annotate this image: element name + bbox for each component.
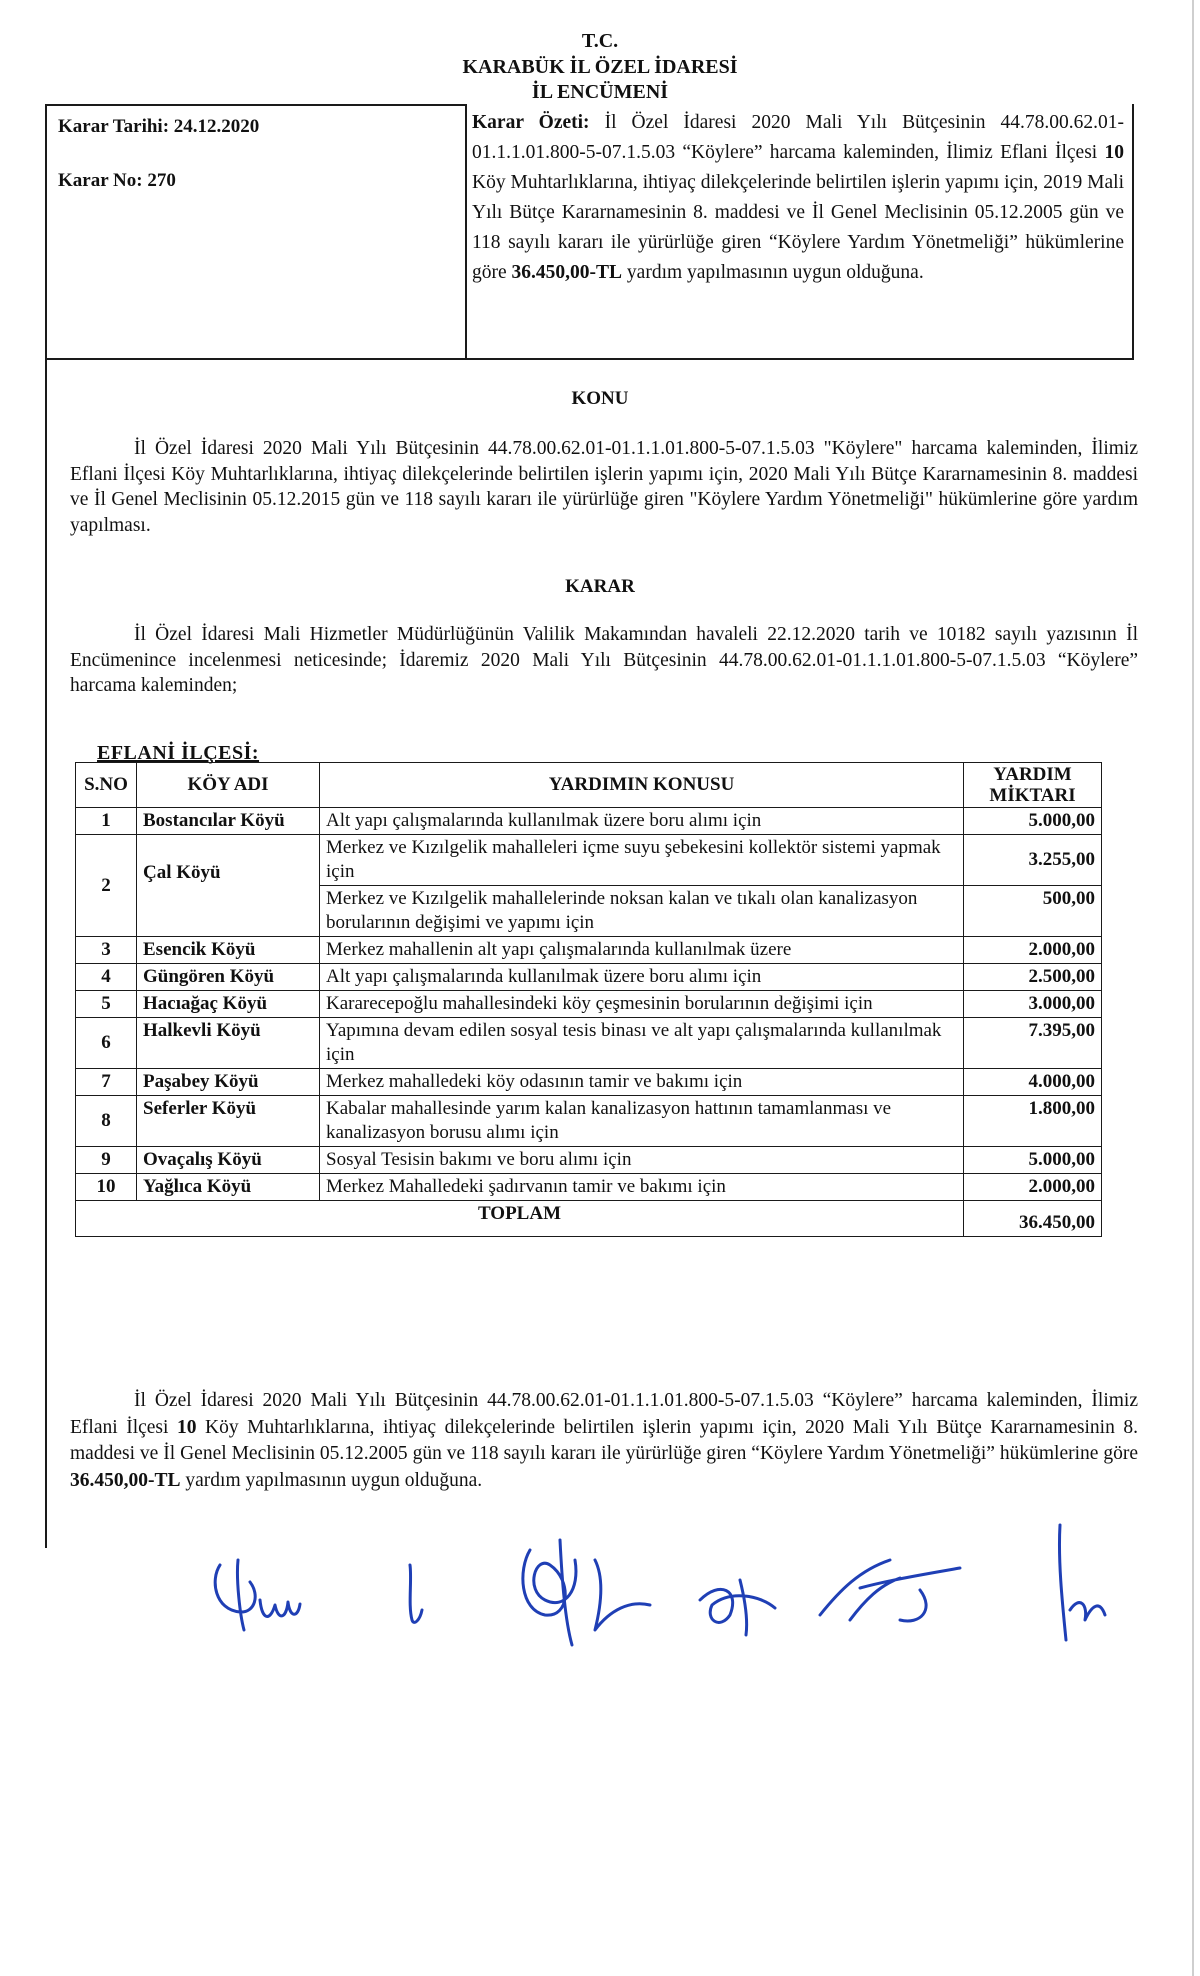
signatures-area <box>200 1520 1120 1650</box>
summary-text-2: Köy Muhtarlıklarına, ihtiyaç dilekçelerinde belirtilen işlerin yapımı için, 2019 Mali Yılı Bütçe Kararnamesinin 8. maddesi ve İl Genel Meclisinin 05.12.2005 gün ve 118 sayılı kararı ile yürürlüğe giren “Köylere Yardım Yönetmeliği” hükümlerine göre <box>472 172 1124 283</box>
closing-paragraph <box>70 1388 1138 1494</box>
signature-5 <box>820 1560 960 1621</box>
summary-count: 10 <box>1104 142 1124 163</box>
header-institution: KARABÜK İL ÖZEL İDARESİ <box>462 56 738 78</box>
row-subject: Merkez Mahalledeki şadırvanın tamir ve bakımı için <box>320 1174 964 1201</box>
row-village: Paşabey Köyü <box>137 1069 320 1096</box>
header-committee: İL ENCÜMENİ <box>531 81 669 103</box>
signature-2 <box>410 1565 422 1622</box>
closing-text-2: Köy Muhtarlıklarına, ihtiyaç dilekçelerinde belirtilen işlerin yapımı için, 2020 Mali Yılı Bütçe Kararnamesinin 8. maddesi ve İl Genel Meclisinin 05.12.2005 gün ve 118 sayılı kararı ile yürürlüğe giren “Köylere Yardım Yönetmeliği” hükümlerine göre <box>70 1416 1139 1464</box>
karar-title: KARAR <box>565 576 635 597</box>
col-amount-header: YARDIM MİKTARI <box>964 763 1102 808</box>
row-village: Güngören Köyü <box>137 964 320 991</box>
col-subject-header: YARDIMIN KONUSU <box>320 763 964 808</box>
table-row <box>76 991 1102 1018</box>
table-row <box>76 835 1102 886</box>
row-amount: 2.000,00 <box>964 1174 1102 1201</box>
page-left-rule <box>45 358 47 1548</box>
row-subject: Merkez mahalledeki köy odasının tamir ve bakımı için <box>320 1069 964 1096</box>
row-no: 1 <box>76 808 137 835</box>
closing-amount: 36.450,00-TL <box>70 1469 181 1491</box>
summary-label: Karar Özeti: <box>472 112 590 133</box>
row-village: Hacıağaç Köyü <box>137 991 320 1018</box>
row-village: Seferler Köyü <box>137 1096 320 1147</box>
row-amount: 2.500,00 <box>964 964 1102 991</box>
row-amount: 3.255,00 <box>964 835 1102 886</box>
summary-text-1: İl Özel İdaresi 2020 Mali Yılı Bütçesinin 44.78.00.62.01-01.1.1.01.800-5-07.1.5.03 “Köylere” harcama kaleminden, İlimiz Eflani İlçesi <box>472 112 1125 163</box>
signature-4 <box>700 1580 775 1635</box>
row-subject: Merkez ve Kızılgelik mahalleleri içme suyu şebekesini kollektör sistemi yapmak için <box>320 835 964 886</box>
row-subject: Sosyal Tesisin bakımı ve boru alımı için <box>320 1147 964 1174</box>
box-divider-rule <box>465 104 467 360</box>
table-row <box>76 1096 1102 1147</box>
row-amount: 2.000,00 <box>964 937 1102 964</box>
row-village: Ovaçalış Köyü <box>137 1147 320 1174</box>
row-village: Halkevli Köyü <box>137 1018 320 1069</box>
table-row <box>76 937 1102 964</box>
konu-title: KONU <box>571 388 629 409</box>
row-village: Bostancılar Köyü <box>137 808 320 835</box>
row-no: 6 <box>76 1018 137 1069</box>
row-no: 4 <box>76 964 137 991</box>
summary-amount: 36.450,00-TL <box>511 262 623 283</box>
row-no: 2 <box>76 835 137 937</box>
table-row <box>76 1018 1102 1069</box>
table-row <box>76 1069 1102 1096</box>
row-subject: Alt yapı çalışmalarında kullanılmak üzere boru alımı için <box>320 808 964 835</box>
signature-1 <box>215 1560 300 1630</box>
row-village: Yağlıca Köyü <box>137 1174 320 1201</box>
decision-date: Karar Tarihi: 24.12.2020 <box>58 116 260 137</box>
header-tc: T.C. <box>581 30 619 52</box>
district-heading: EFLANİ İLÇESİ: <box>97 742 260 764</box>
row-subject: Kabalar mahallesinde yarım kalan kanalizasyon hattının tamamlanması ve kanalizasyon borusu alımı için <box>320 1096 964 1147</box>
table-total-row <box>76 1201 1102 1237</box>
row-subject: Merkez ve Kızılgelik mahallelerinde noksan kalan ve tıkalı olan kanalizasyon borularının değişimi ve yapımı için <box>320 886 964 937</box>
row-no: 3 <box>76 937 137 964</box>
row-subject: Merkez mahallenin alt yapı çalışmalarında kullanılmak üzere <box>320 937 964 964</box>
row-no: 8 <box>76 1096 137 1147</box>
box-top-left-rule <box>45 104 465 106</box>
aid-table <box>75 762 1102 1237</box>
table-row <box>76 808 1102 835</box>
row-no: 10 <box>76 1174 137 1201</box>
signature-6 <box>1059 1525 1105 1640</box>
row-no: 7 <box>76 1069 137 1096</box>
row-no: 9 <box>76 1147 137 1174</box>
table-row <box>76 1174 1102 1201</box>
box-right-rule <box>1132 104 1134 360</box>
col-village-header: KÖY ADI <box>137 763 320 808</box>
row-amount: 3.000,00 <box>964 991 1102 1018</box>
row-village: Çal Köyü <box>137 835 320 937</box>
konu-text: İl Özel İdaresi 2020 Mali Yılı Bütçesinin 44.78.00.62.01-01.1.1.01.800-5-07.1.5.03 "Köylere" harcama kaleminden, İlimiz Eflani İlçesi Köy Muhtarlıklarına, ihtiyaç dilekçelerinde belirtilen işlerin yapımı için, 2020 Mali Yılı Bütçe Kararnamesinin 8. maddesi ve İl Genel Meclisinin 05.12.2015 gün ve 118 sayılı kararı ile yürürlüğe giren "Köylere Yardım Yönetmeliği" hükümlerine göre yardım yapılması. <box>70 438 1138 536</box>
row-amount: 4.000,00 <box>964 1069 1102 1096</box>
row-amount: 5.000,00 <box>964 1147 1102 1174</box>
box-bottom-rule <box>45 358 1134 360</box>
row-no: 5 <box>76 991 137 1018</box>
closing-text-3: yardım yapılmasının uygun olduğuna. <box>180 1469 483 1491</box>
box-left-rule <box>45 104 47 360</box>
closing-text-1: İl Özel İdaresi 2020 Mali Yılı Bütçesinin 44.78.00.62.01-01.1.1.01.800-5-07.1.5.03 “Köylere” harcama kaleminden, İlimiz Eflani İlçesi <box>70 1390 1138 1438</box>
karar-text: İl Özel İdaresi Mali Hizmetler Müdürlüğünün Valilik Makamından havaleli 22.12.2020 tarih ve 10182 sayılı yazısının İl Encümenince incelenmesi neticesinde; İdaremiz 2020 Mali Yılı Bütçesinin 44.78.00.62.01-01.1.1.01.800-5-07.1.5.03 “Köylere” harcama kaleminden; <box>70 624 1138 696</box>
table-row <box>76 964 1102 991</box>
scan-edge-rule <box>1192 0 1194 1976</box>
total-label: TOPLAM <box>76 1201 964 1237</box>
table-row <box>76 1147 1102 1174</box>
table-header-row <box>76 763 1102 808</box>
row-subject: Yapımına devam edilen sosyal tesis binası ve alt yapı çalışmalarında kullanılmak için <box>320 1018 964 1069</box>
row-amount: 5.000,00 <box>964 808 1102 835</box>
decision-number: Karar No: 270 <box>58 170 176 191</box>
row-amount: 7.395,00 <box>964 1018 1102 1069</box>
signature-3 <box>523 1540 650 1645</box>
row-amount: 1.800,00 <box>964 1096 1102 1147</box>
row-village: Esencik Köyü <box>137 937 320 964</box>
col-no-header: S.NO <box>76 763 137 808</box>
total-value: 36.450,00 <box>964 1201 1102 1237</box>
row-amount: 500,00 <box>964 886 1102 937</box>
decision-summary <box>472 108 1124 288</box>
row-subject: Alt yapı çalışmalarında kullanılmak üzere boru alımı için <box>320 964 964 991</box>
row-subject: Kararecepoğlu mahallesindeki köy çeşmesinin borularının değişimi için <box>320 991 964 1018</box>
summary-text-3: yardım yapılmasının uygun olduğuna. <box>622 262 924 283</box>
closing-count: 10 <box>176 1416 197 1438</box>
